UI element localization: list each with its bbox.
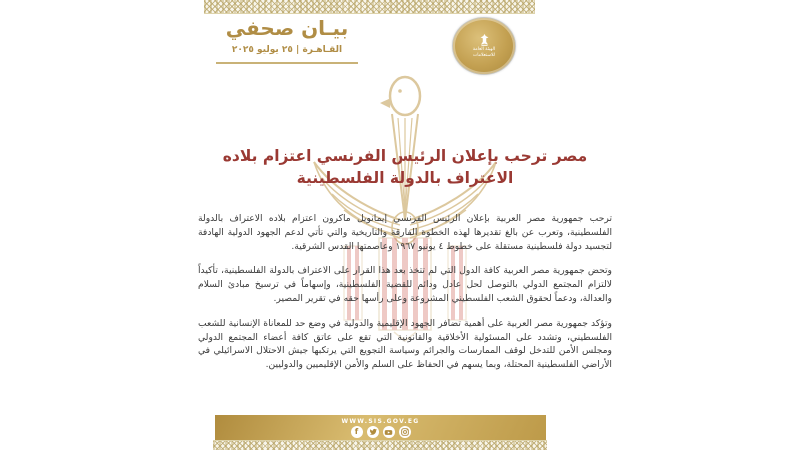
statement-title: [195, 146, 615, 189]
instagram-icon[interactable]: [399, 426, 411, 438]
seal-eagle-icon: [479, 34, 490, 46]
statement-body: [198, 212, 612, 383]
footer-band: [215, 415, 546, 440]
paragraph-3: وتؤكد جمهورية مصر العربية على أهمية تضافر الجهود الإقليمية والدولية في وضع حد للمعاناة الإنسانية للشعب الفلسطيني، وتشدد على المسئولية الأخلاقية والقانونية التي تقع على عاتق كافة أعضاء المجتمع الدولي ومجلس الأمن للتدخل لوقف الممارسات والجرائم وسياسة التجويع التي يرتكبها جيش الاحتلال الاسرائيلي في الأراضي الفلسطينية المحتلة، وبما يسهم في الحفاظ على السلم والأمن الإقليميين والدوليين.: [198, 317, 612, 371]
paragraph-1: ترحب جمهورية مصر العربية بإعلان الرئيس الفرنسي إيمانويل ماكرون اعتزام بلاده الاعتراف بالدولة الفلسطينية، وتعرب عن بالغ تقديرها لهذه الخطوة الفارقة والتاريخية والتي تأتي لدعم الجهود الدولية الهادفة لتجسيد دولة فلسطينية مستقلة على خطوط ٤ يونيو ١٩٦٧ وعاصمتها القدس الشرقية.: [198, 213, 612, 252]
twitter-icon[interactable]: [367, 426, 379, 438]
top-ornamental-border: [204, 0, 535, 14]
paragraph-2: وتحض جمهورية مصر العربية كافة الدول التي لم تتخذ بعد هذا القرار على الاعتراف بالدولة الفلسطينية، تأكيداً لالتزام المجتمع الدولي بالتوصل لحل عادل ودائم للقضية الفلسطينية، وإسهاماً في ترسيخ مبادئ السلام والعدالة، ودعماً لحقوق الشعب الفلسطيني المشروعة وعلى رأسها حقه في تقرير المصير.: [198, 265, 612, 304]
statement-type-label: بيـان صحفي: [225, 16, 349, 40]
bottom-ornamental-border: [213, 440, 547, 450]
seal-org-name: الهيئة العامة للاستعلامات: [472, 46, 496, 58]
social-icons-row: [215, 426, 546, 438]
header-rule-divider: [216, 62, 358, 64]
header-block: [216, 16, 358, 64]
website-url[interactable]: WWW.SIS.GOV.EG: [341, 418, 420, 425]
title-line-1: مصر ترحب بإعلان الرئيس الفرنسي اعتزام بلاده: [222, 147, 588, 165]
title-line-2: الاعتراف بالدولة الفلسطينية: [296, 168, 514, 187]
sis-gold-seal: [452, 17, 516, 75]
facebook-icon[interactable]: f: [351, 426, 363, 438]
dateline: القـاهـرة | ٢٥ يوليو ٢٠٢٥: [231, 45, 343, 55]
youtube-icon[interactable]: [383, 426, 395, 438]
